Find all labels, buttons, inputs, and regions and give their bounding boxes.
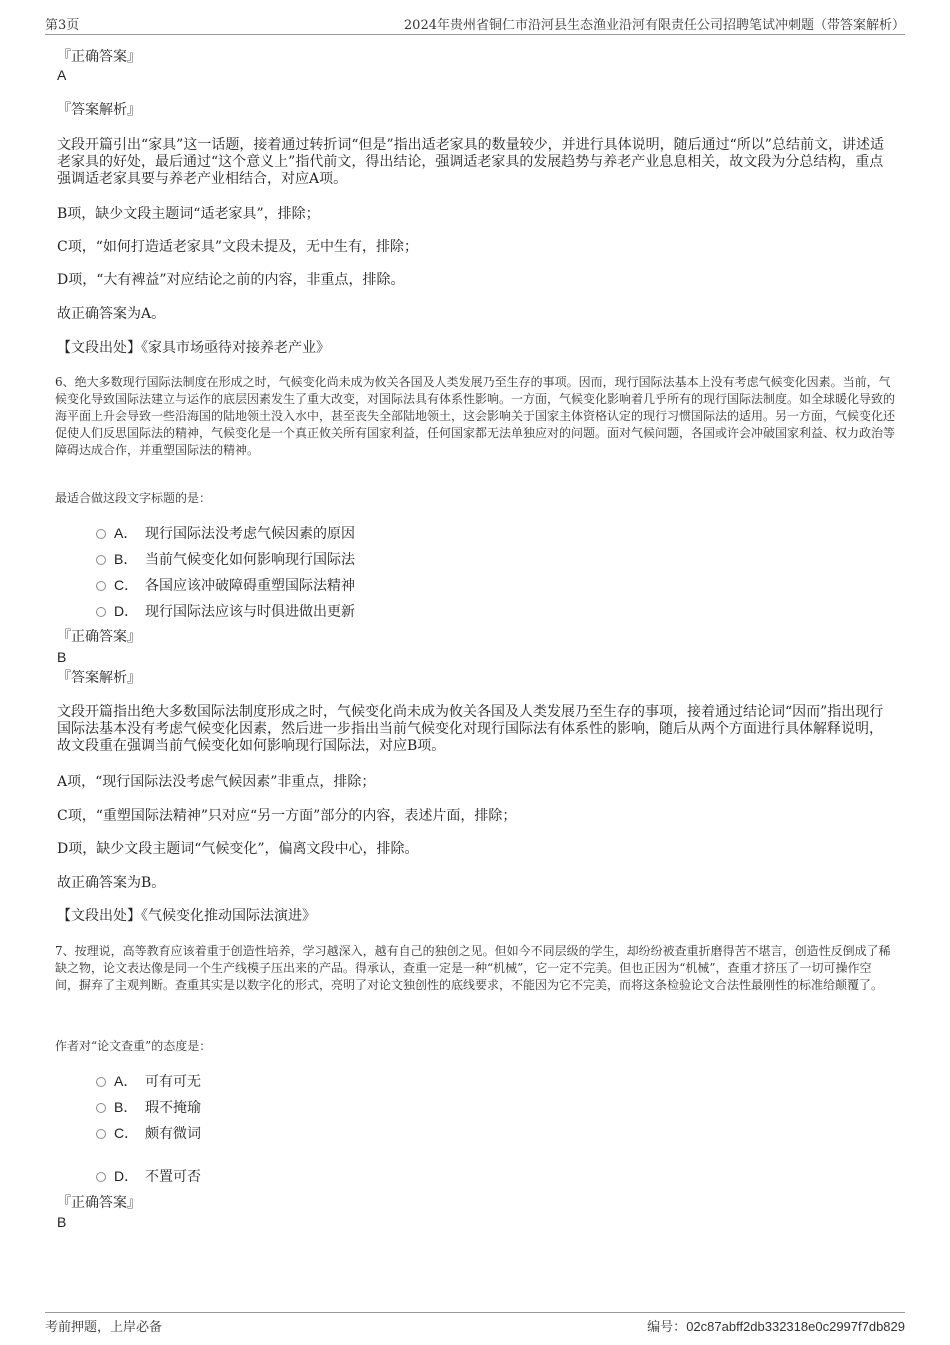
radio-icon[interactable] xyxy=(96,581,106,591)
analysis-conclusion: 故正确答案为B。 xyxy=(57,875,166,891)
question-prompt: 作者对“论文查重”的态度是： xyxy=(55,1039,212,1053)
analysis-label: 『答案解析』 xyxy=(57,670,141,686)
analysis-label: 『答案解析』 xyxy=(57,102,141,118)
radio-icon[interactable] xyxy=(96,555,106,565)
radio-icon[interactable] xyxy=(96,607,106,617)
analysis-option-a: A项，“现行国际法没考虑气候因素”非重点，排除； xyxy=(57,774,376,790)
analysis-conclusion: 故正确答案为A。 xyxy=(57,306,166,322)
radio-icon[interactable] xyxy=(96,529,106,539)
radio-icon[interactable] xyxy=(96,1103,106,1113)
analysis-text: 文段开篇指出绝大多数国际法制度形成之时，气候变化尚未成为攸关各国及人类发展乃至生存的事项，接着通过结论词“因而”指出现行国际法基本没有考虑气候变化因素，然后进一步指出当前气候变化对现行国际法有体系性的影响，随后从两个方面进行具体解释说明，故文段重在强调当前气候变化如何影响现行国际法，对应B项。 xyxy=(57,704,884,754)
option-a[interactable]: A． 可有可无 xyxy=(96,1072,201,1091)
source-citation: 【文段出处】《家具市场亟待对接养老产业》 xyxy=(57,340,330,356)
option-b[interactable]: B． 瑕不掩瑜 xyxy=(96,1098,201,1117)
correct-answer-value: A xyxy=(57,67,67,83)
radio-icon[interactable] xyxy=(96,1077,106,1087)
analysis-option-b: B项，缺少文段主题词“适老家具”，排除； xyxy=(57,206,320,222)
document-title: 2024年贵州省铜仁市沿河县生态渔业沿河有限责任公司招聘笔试冲刺题（带答案解析） xyxy=(403,18,905,33)
correct-answer-label: 『正确答案』 xyxy=(57,629,141,645)
page-header xyxy=(45,14,905,35)
radio-icon[interactable] xyxy=(96,1129,106,1139)
analysis-option-d: D项，缺少文段主题词“气候变化”，偏离文段中心，排除。 xyxy=(57,841,419,857)
correct-answer-value: B xyxy=(57,649,67,665)
analysis-option-c: C项，“重塑国际法精神”只对应“另一方面”部分的内容，表述片面，排除； xyxy=(57,808,517,824)
option-b[interactable]: B． 当前气候变化如何影响现行国际法 xyxy=(96,550,355,569)
option-a[interactable]: A． 现行国际法没考虑气候因素的原因 xyxy=(96,524,355,543)
source-citation: 【文段出处】《气候变化推动国际法演进》 xyxy=(57,908,316,924)
option-c[interactable]: C． 颇有微词 xyxy=(96,1124,201,1143)
question-prompt: 最适合做这段文字标题的是： xyxy=(55,491,212,505)
page-number: 第3页 xyxy=(45,18,80,33)
question-text: 7、按理说，高等教育应该着重于创造性培养，学习越深入，越有自己的独创之见。但如今不同层级的学生，却纷纷被查重折磨得苦不堪言，创造性反倒成了稀缺之物，论文表达像是同一个生产线模子压出来的产品。得承认，查重一定是一种“机械”，它一定不完美。但也正因为“机械”，查重才挤压了一切可操作空间，摒弃了主观判断。查重其实是以数字化的形式，亮明了对论文独创性的底线要求，不能因为它不完美，而将这条检验论文合法性最刚性的标准给颠覆了。 xyxy=(55,944,891,992)
correct-answer-label: 『正确答案』 xyxy=(57,49,141,65)
option-c[interactable]: C． 各国应该冲破障碍重塑国际法精神 xyxy=(96,576,355,595)
analysis-option-c: C项，“如何打造适老家具”文段未提及，无中生有，排除； xyxy=(57,239,419,255)
analysis-text: 文段开篇引出“家具”这一话题，接着通过转折词“但是”指出适老家具的数量较少，并进行具体说明，随后通过“所以”总结前文，讲述适老家具的好处，最后通过“这个意义上”指代前文，得出结论，强调适老家具的发展趋势与养老产业息息相关，故文段为分总结构，重点强调适老家具要与养老产业相结合，对应A项。 xyxy=(57,137,884,187)
option-d[interactable]: D． 现行国际法应该与时俱进做出更新 xyxy=(96,602,355,621)
document-code: 编号：02c87abff2db332318e0c2997f7db829 xyxy=(647,1319,905,1335)
correct-answer-label: 『正确答案』 xyxy=(57,1195,141,1211)
footer-slogan: 考前押题，上岸必备 xyxy=(45,1320,163,1335)
radio-icon[interactable] xyxy=(96,1172,106,1182)
question-text: 6、绝大多数现行国际法制度在形成之时，气候变化尚未成为攸关各国及人类发展乃至生存的事项。因而，现行国际法基本上没有考虑气候变化因素。当前，气候变化导致国际法建立与运作的底层因素发生了重大改变，对国际法具有体系性影响。一方面，气候变化影响着几乎所有的现行国际法制度。如全球暖化导致的海平面上升会导致一些沿海国的陆地领土没入水中，甚至丧失全部陆地领土，这会影响关于国家主体资格认定的现行习惯国际法的适用。另一方面，气候变化还促使人们反思国际法的精神，气候变化是一个真正攸关所有国家利益，任何国家都无法单独应对的问题。面对气候问题，各国或许会冲破国家利益、权力政治等障碍达成合作，并重塑国际法的精神。 xyxy=(55,375,896,457)
correct-answer-value: B xyxy=(57,1214,67,1230)
option-d[interactable]: D． 不置可否 xyxy=(96,1167,201,1186)
analysis-option-d: D项，“大有裨益”对应结论之前的内容，非重点，排除。 xyxy=(57,272,405,288)
page-footer xyxy=(45,1312,905,1335)
